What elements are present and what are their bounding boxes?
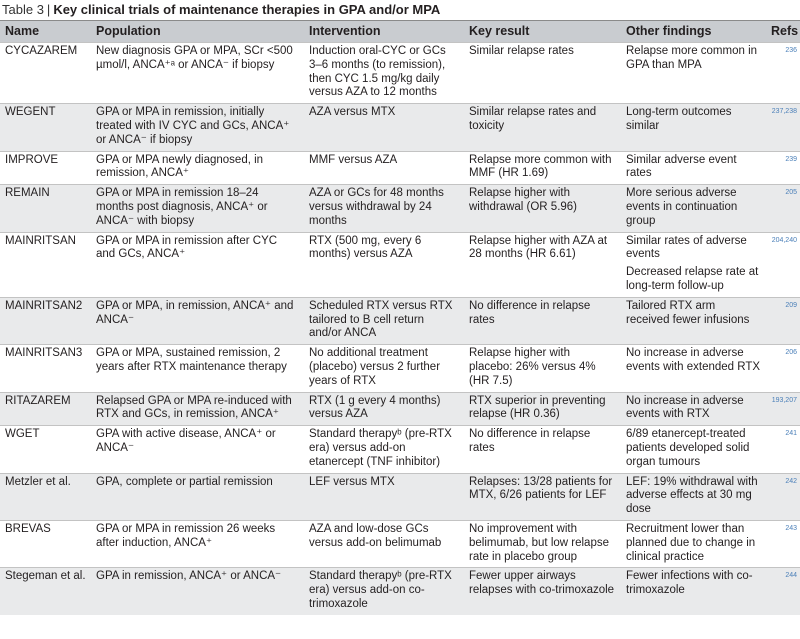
other-findings-text: 6/89 etanercept-treated patients developed solid organ tumours — [626, 428, 750, 468]
key-result-cell: Relapse more common with MMF (HR 1.69) — [464, 151, 621, 185]
header-name: Name — [0, 21, 91, 43]
trial-name-cell: MAINRITSAN2 — [0, 297, 91, 344]
intervention-cell: Standard therapyᵇ (pre-RTX era) versus add-on etanercept (TNF inhibitor) — [304, 426, 464, 473]
population-cell: GPA or MPA in remission after CYC and GCs, ANCA⁺ — [91, 232, 304, 297]
population-cell: GPA or MPA, in remission, ANCA⁺ and ANCA⁻ — [91, 297, 304, 344]
header-other-findings: Other findings — [621, 21, 766, 43]
table-row — [0, 104, 800, 151]
trial-name-cell: CYCAZAREM — [0, 43, 91, 104]
refs-cell: 205 — [766, 185, 800, 232]
population-cell: GPA or MPA in remission, initially treated with IV CYC and GCs, ANCA⁺ or ANCA⁻ if biopsy — [91, 104, 304, 151]
other-findings-cell — [621, 43, 766, 104]
other-findings-text: No increase in adverse events with RTX — [626, 394, 744, 421]
intervention-cell: No additional treatment (placebo) versus 2 further years of RTX — [304, 345, 464, 392]
other-findings-text: Relapse more common in GPA than MPA — [626, 45, 758, 71]
other-findings-text: Recruitment lower than planned due to change in clinical practice — [626, 522, 756, 563]
population-cell: GPA with active disease, ANCA⁺ or ANCA⁻ — [91, 426, 304, 473]
header-intervention: Intervention — [304, 21, 464, 43]
other-findings-cell — [621, 104, 766, 151]
key-result-cell: RTX superior in preventing relapse (HR 0.36) — [464, 392, 621, 426]
trial-name-cell: WGET — [0, 426, 91, 473]
header-row — [0, 21, 800, 43]
intervention-cell: AZA or GCs for 48 months versus withdrawal by 24 months — [304, 185, 464, 232]
population-cell: GPA or MPA newly diagnosed, in remission, ANCA⁺ — [91, 151, 304, 185]
refs-cell: 244 — [766, 568, 800, 615]
refs-cell: 209 — [766, 297, 800, 344]
table-row — [0, 473, 800, 520]
other-findings-cell — [621, 473, 766, 520]
caption-separator: | — [46, 2, 51, 17]
intervention-cell: Scheduled RTX versus RTX tailored to B cell return and/or ANCA — [304, 297, 464, 344]
other-findings-text: Long-term outcomes similar — [626, 106, 732, 132]
trial-name-cell: MAINRITSAN3 — [0, 345, 91, 392]
other-findings-cell — [621, 297, 766, 344]
intervention-cell: Induction oral-CYC or GCs 3–6 months (to remission), then CYC 1.5 mg/kg daily versus AZA to 12 months — [304, 43, 464, 104]
intervention-cell: Standard therapyᵇ (pre-RTX era) versus add-on co-trimoxazole — [304, 568, 464, 615]
key-result-cell: Similar relapse rates — [464, 43, 621, 104]
refs-cell: 204,240 — [766, 232, 800, 297]
population-cell: GPA or MPA in remission 18–24 months post diagnosis, ANCA⁺ or ANCA⁻ with biopsy — [91, 185, 304, 232]
other-findings-cell — [621, 568, 766, 615]
table-row — [0, 520, 800, 567]
other-findings-text: Similar adverse event rates — [626, 153, 737, 180]
other-findings-text: LEF: 19% withdrawal with adverse effects at 30 mg dose — [626, 475, 758, 516]
table-body — [0, 43, 800, 615]
other-findings-text: Tailored RTX arm received fewer infusions — [626, 299, 750, 326]
key-result-cell: Relapses: 13/28 patients for MTX, 6/26 patients for LEF — [464, 473, 621, 520]
population-cell: GPA in remission, ANCA⁺ or ANCA⁻ — [91, 568, 304, 615]
refs-cell: 242 — [766, 473, 800, 520]
table-row — [0, 43, 800, 104]
refs-cell: 236 — [766, 43, 800, 104]
intervention-cell: AZA versus MTX — [304, 104, 464, 151]
table-row — [0, 426, 800, 473]
other-findings-cell — [621, 345, 766, 392]
refs-cell: 237,238 — [766, 104, 800, 151]
trial-name-cell: MAINRITSAN — [0, 232, 91, 297]
other-findings-cell — [621, 520, 766, 567]
refs-cell: 243 — [766, 520, 800, 567]
table-row — [0, 568, 800, 615]
other-findings-text-2: Decreased relapse rate at long-term follow-up — [626, 266, 759, 292]
table-number: Table 3 — [2, 2, 44, 17]
key-result-cell: Relapse higher with AZA at 28 months (HR 6.61) — [464, 232, 621, 297]
other-findings-cell — [621, 232, 766, 297]
trial-name-cell: BREVAS — [0, 520, 91, 567]
table-row — [0, 151, 800, 185]
table-row — [0, 297, 800, 344]
trial-name-cell: WEGENT — [0, 104, 91, 151]
other-findings-text: More serious adverse events in continuation group — [626, 187, 738, 227]
population-cell: GPA or MPA in remission 26 weeks after induction, ANCA⁺ — [91, 520, 304, 567]
other-findings-text: No increase in adverse events with extended RTX — [626, 347, 761, 373]
other-findings-cell — [621, 426, 766, 473]
refs-cell: 239 — [766, 151, 800, 185]
table-row — [0, 185, 800, 232]
header-key-result: Key result — [464, 21, 621, 43]
header-refs: Refs — [766, 21, 800, 43]
population-cell: New diagnosis GPA or MPA, SCr <500 µmol/l, ANCA⁺ᵃ or ANCA⁻ if biopsy — [91, 43, 304, 104]
key-result-cell: Relapse higher with placebo: 26% versus 4% (HR 7.5) — [464, 345, 621, 392]
table-row — [0, 232, 800, 297]
other-findings-text: Similar rates of adverse events — [626, 234, 747, 261]
trial-name-cell: REMAIN — [0, 185, 91, 232]
intervention-cell: AZA and low-dose GCs versus add-on belimumab — [304, 520, 464, 567]
key-result-cell: Fewer upper airways relapses with co-trimoxazole — [464, 568, 621, 615]
refs-cell: 193,207 — [766, 392, 800, 426]
population-cell: GPA or MPA, sustained remission, 2 years after RTX maintenance therapy — [91, 345, 304, 392]
table-row — [0, 345, 800, 392]
other-findings-cell — [621, 392, 766, 426]
other-findings-cell — [621, 151, 766, 185]
trial-name-cell: IMPROVE — [0, 151, 91, 185]
intervention-cell: LEF versus MTX — [304, 473, 464, 520]
refs-cell: 241 — [766, 426, 800, 473]
table-title: Key clinical trials of maintenance therapies in GPA and/or MPA — [53, 2, 441, 17]
intervention-cell: MMF versus AZA — [304, 151, 464, 185]
intervention-cell: RTX (1 g every 4 months) versus AZA — [304, 392, 464, 426]
trials-table — [0, 21, 800, 615]
other-findings-cell — [621, 185, 766, 232]
key-result-cell: No difference in relapse rates — [464, 426, 621, 473]
population-cell: Relapsed GPA or MPA re-induced with RTX and GCs, in remission, ANCA⁺ — [91, 392, 304, 426]
table-header — [0, 21, 800, 43]
table-caption — [0, 0, 800, 21]
trial-name-cell: RITAZAREM — [0, 392, 91, 426]
intervention-cell: RTX (500 mg, every 6 months) versus AZA — [304, 232, 464, 297]
refs-cell: 206 — [766, 345, 800, 392]
key-result-cell: No difference in relapse rates — [464, 297, 621, 344]
key-result-cell: Similar relapse rates and toxicity — [464, 104, 621, 151]
key-result-cell: Relapse higher with withdrawal (OR 5.96) — [464, 185, 621, 232]
table-row — [0, 392, 800, 426]
population-cell: GPA, complete or partial remission — [91, 473, 304, 520]
trial-name-cell: Stegeman et al. — [0, 568, 91, 615]
key-result-cell: No improvement with belimumab, but low relapse rate in placebo group — [464, 520, 621, 567]
trial-name-cell: Metzler et al. — [0, 473, 91, 520]
other-findings-text: Fewer infections with co-trimoxazole — [626, 570, 753, 597]
header-population: Population — [91, 21, 304, 43]
